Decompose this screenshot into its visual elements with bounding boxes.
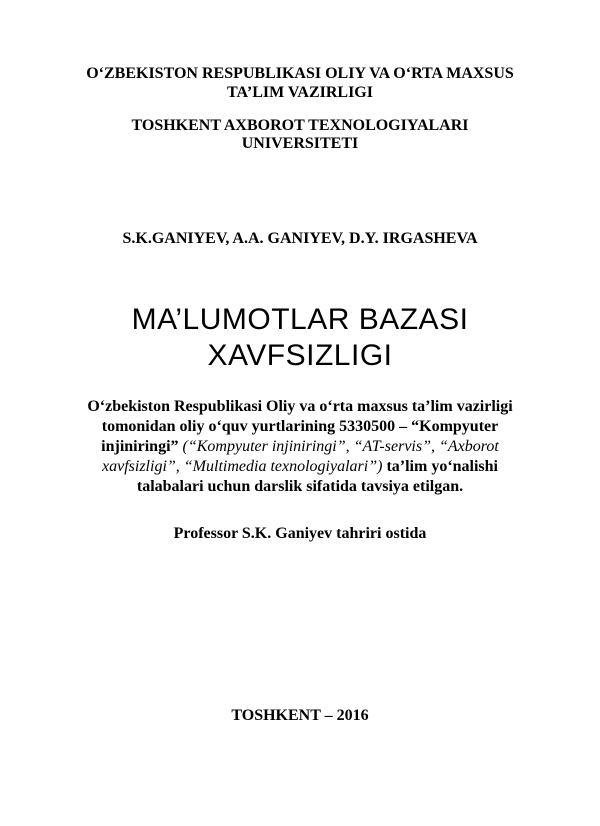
book-title-line-1: MA’LUMOTLAR BAZASI xyxy=(131,303,469,336)
editor-line: Professor S.K. Ganiyev tahriri ostida xyxy=(173,525,427,542)
university-line-2: UNIVERSITETI xyxy=(241,135,359,152)
description-line-2: tomonidan oliy o‘quv yurtlarining 5330500 – “Kompyuter xyxy=(101,418,499,435)
description-italic: xavfsizligi”, “Multimedia texnologiyalari”) xyxy=(102,458,383,475)
description-bold: injiniringi” xyxy=(101,438,179,455)
description-line-4 xyxy=(0,458,600,476)
description-line-1: O‘zbekiston Respublikasi Oliy va o‘rta maxsus ta’lim vazirligi xyxy=(87,398,513,415)
ministry-line-2: TA’LIM VAZIRLIGI xyxy=(227,84,373,101)
description-line-3 xyxy=(0,438,600,456)
authors: S.K.GANIYEV, A.A. GANIYEV, D.Y. IRGASHEVA xyxy=(122,230,478,247)
place-year: TOSHKENT – 2016 xyxy=(231,707,369,724)
ministry-line-1: O‘ZBEKISTON RESPUBLIKASI OLIY VA O‘RTA MAXSUS xyxy=(86,65,514,82)
description-bold: ta’lim yo‘nalishi xyxy=(386,458,498,475)
description-line-5: talabalari uchun darslik sifatida tavsiya etilgan. xyxy=(136,478,464,495)
university-line-1: TOSHKENT AXBOROT TEXNOLOGIYALARI xyxy=(131,117,469,134)
description-italic: (“Kompyuter injiniringi”, “AT-servis”, “Axborot xyxy=(182,438,499,455)
book-title-line-2: XAVFSIZLIGI xyxy=(207,339,393,372)
